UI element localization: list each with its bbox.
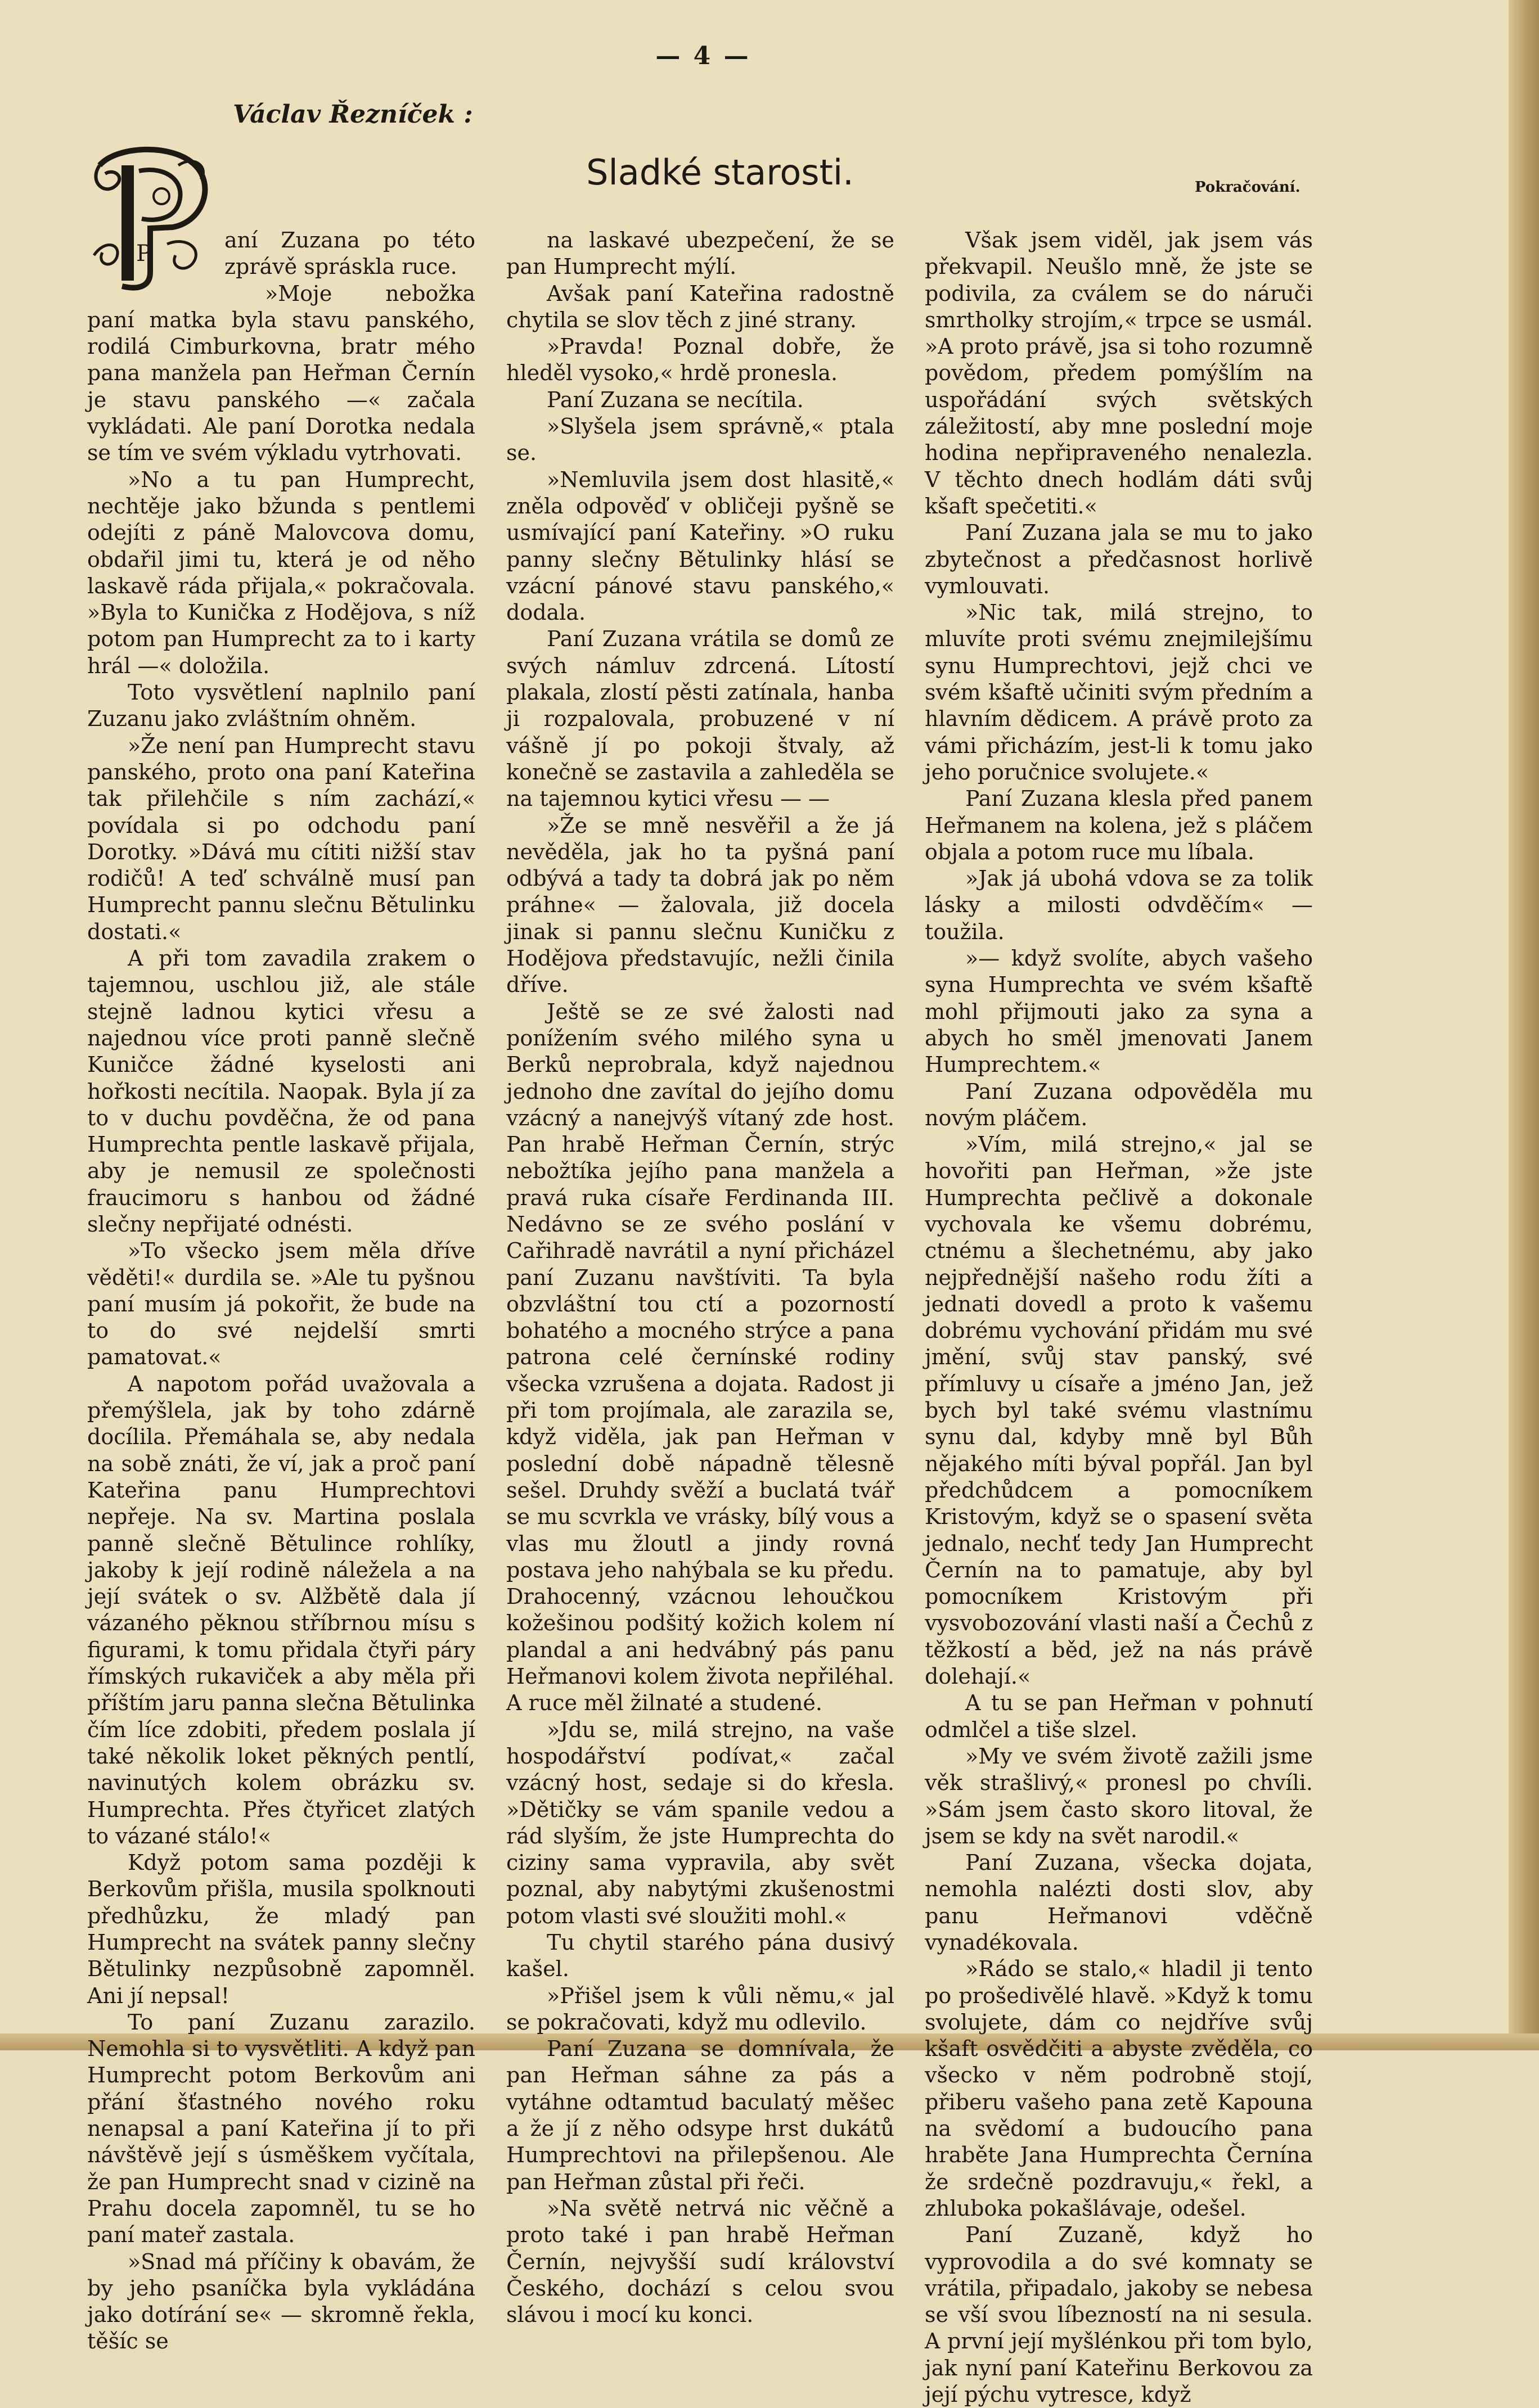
paragraph: Paní Zuzana vrátila se domů ze svých námluv zdrcená. Lítostí plakala, zlostí pěsti zatínala, hanba ji rozpalovala, probuzené v ní vášně jí po pokoji štvaly, až konečně se zastavila a zahleděla se na tajemnou kytici vřesu — —	[506, 626, 894, 811]
paragraph: »Vím, milá strejno,« jal se hovořiti pan Heřman, »že jste Humprechta pečlivě a dokonale vychovala ke všemu dobrému, ctnému a šlechetnému, aby jako nejpřednější našeho rodu žíti a jednati dovedl a proto k vašemu dobrému vychování přidám mu své jmění, svůj stav panský, své přímluvy u císaře a jméno Jan, jež bych byl také svému vlastnímu synu dal, kdyby mně byl Bůh nějakého míti býval popřál. Jan byl předchůdcem a pomocníkem Kristovým, když se o spasení světa jednalo, nechť tedy Jan Humprecht Černín na to pamatuje, aby byl pomocníkem Kristovým při vysvobozování vlasti naší a Čechů z těžkostí a běd, jež na nás právě dolehají.«	[925, 1132, 1313, 1689]
paragraph: Však jsem viděl, jak jsem vás překvapil. Neušlo mně, že jste se podivila, za cválem se do náruči smrtholky strojím,« trpce se usmál. »A proto právě, jsa si toho rozumně povědom, předem pomýšlím na uspořádání svých světských záležitostí, aby mne poslední moje hodina nepřipraveného nenalezla. V těchto dnech hodlám dáti svůj kšaft spečetiti.«	[925, 228, 1313, 518]
paragraph: Paní Zuzana odpověděla mu novým pláčem.	[925, 1079, 1313, 1130]
continued-label: Pokračování.	[1195, 179, 1300, 196]
paragraph: Paní Zuzana klesla před panem Heřmanem na kolena, jež s pláčem objala a potom ruce mu líbala.	[925, 786, 1313, 864]
ornamental-dropcap-icon	[83, 143, 218, 295]
paragraph: »Nic tak, milá strejno, to mluvíte proti svému znejmilejšímu synu Humprechtovi, jejž chci ve svém kšaftě učiniti svým předním a hlavním dědicem. A právě proto za vámi přicházím, jest-li k tomu jako jeho poručnice svolujete.«	[925, 600, 1313, 784]
paragraph: na laskavé ubezpečení, že se pan Humprecht mýlí.	[506, 228, 894, 279]
paragraph: To paní Zuzanu zarazilo. Nemohla si to vysvětliti. A když pan Humprecht potom Berkovům ani přání šťastného nového roku nenapsal a paní Kateřina jí to při návštěvě její s úsměškem vyčítala, že pan Humprecht snad v cizině na Prahu docela zapomněl, tu se ho paní mateř zastala.	[87, 2009, 475, 2248]
paragraph: »Pravda! Poznal dobře, že hleděl vysoko,« hrdě pronesla.	[506, 334, 894, 386]
author-name: Václav Řezníček :	[233, 100, 473, 129]
paragraph: Ještě se ze své žalosti nad ponížením svého milého syna u Berků neprobrala, když najednou jednoho dne zavítal do jejího domu vzácný a nanejvýš vítaný zde host. Pan hrabě Heřman Černín, strýc nebožtíka jejího pana manžela a pravá ruka císaře Ferdinanda III. Nedávno se ze svého poslání v Cařihradě navrátil a nyní přicházel paní Zuzanu navštíviti. Ta byla obzvláštní tou ctí a pozorností bohatého a mocného strýce a pana patrona celé černínské rodiny všecka vzrušena a dojata. Radost ji při tom projímala, ale zarazila se, když viděla, jak pan Heřman v poslední době nápadně tělesně sešel. Druhdy svěží a buclatá tvář se mu scvrkla ve vrásky, bílý vous a vlas mu žloutl a jindy rovná postava jeho nahýbala se ku předu. Drahocenný, vzácnou lehoučkou kožešinou podšitý kožich kolem ní plandal a ani hedvábný pás panu Heřmanovi kolem života nepřiléhal. A ruce měl žilnaté a studené.	[506, 999, 894, 1716]
paragraph: »Snad má příčiny k obavám, že by jeho psaníčka byla vykládána jako dotírání se« — skromně řekla, těšíc se	[87, 2249, 475, 2354]
dropcap-letter: P	[136, 241, 151, 267]
paragraph: Toto vysvětlení naplnilo paní Zuzanu jako zvláštním ohněm.	[87, 680, 475, 732]
paragraph: Paní Zuzana, všecka dojata, nemohla nalézti dosti slov, aby panu Heřmanovi vděčně vynadékovala.	[925, 1850, 1313, 1955]
paragraph: »Moje nebožka paní matka byla stavu panského, rodilá Cimburkovna, bratr mého pana manžela pan Heřman Černín je stavu panského —« začala vykládati. Ale paní Dorotka nedala se tím ve svém výkladu vytrhovati.	[87, 281, 475, 466]
paragraph: Avšak paní Kateřina radostně chytila se slov těch z jiné strany.	[506, 281, 894, 332]
article-title: Sladké starosti.	[586, 152, 854, 193]
page-number: — 4 —	[655, 42, 751, 70]
paragraph: »Slyšela jsem správně,« ptala se.	[506, 414, 894, 466]
paragraph: Paní Zuzana se necítila.	[547, 387, 804, 412]
paragraph: »To všecko jsem měla dříve věděti!« durdila se. »Ale tu pyšnou paní musím já pokořit, že bude na to do své nejdelší smrti pamatovat.«	[87, 1238, 475, 1370]
paragraph: Paní Zuzana se domnívala, že pan Heřman sáhne za pás a vytáhne odtamtud baculatý měšec a že jí z něho odsype hrst dukátů Humprechtovi na přilepšenou. Ale pan Heřman zůstal při řeči.	[506, 2036, 894, 2194]
paragraph: Když potom sama později k Berkovům přišla, musila spolknouti předhůzku, že mladý pan Humprecht na svátek panny slečny Bětulinky nezpůsobně zapomněl. Ani jí nepsal!	[87, 1850, 475, 2008]
paragraph: Tu chytil starého pána dusivý kašel.	[506, 1930, 894, 1982]
paragraph: »Jdu se, milá strejno, na vaše hospodářství podívat,« začal vzácný host, sedaje si do křesla. »Dětičky se vám spanile vedou a rád slyším, že jste Humprechta do ciziny sama vypravila, aby svět poznal, aby nabytými zkušenostmi potom vlasti své sloužiti mohl.«	[506, 1717, 894, 1928]
column-2-body	[506, 227, 894, 2328]
text-column-1	[87, 227, 475, 2355]
paragraph: A napotom pořád uvažovala a přemýšlela, jak by toho zdárně docílila. Přemáhala se, aby nedala na sobě znáti, že ví, jak a proč paní Kateřina panu Humprechtovi nepřeje. Na sv. Martina poslala panně slečně Bětulince rohlíky, jakoby k její rodině náležela a na její svátek o sv. Alžbětě dala jí vázaného pěknou stříbrnou mísu s figurami, k tomu přidala čtyři páry římských rukaviček a aby měla při příštím jaru panna slečna Bětulinka čím líce zdobiti, předem poslala jí také několik loket pěkných pentlí, navinutých kolem obrázku sv. Humprechta. Přes čtyřicet zlatých to vázané stálo!«	[87, 1371, 475, 1848]
text-column-3	[925, 227, 1313, 2408]
paragraph: aní Zuzana po této zprávě spráskla ruce.	[224, 228, 475, 279]
column-1-body	[87, 227, 475, 2355]
paragraph: »Na světě netrvá nic věčně a proto také i pan hrabě Heřman Černín, nejvyšší sudí království Českého, dochází s celou svou slávou i mocí ku konci.	[506, 2195, 894, 2328]
page-edge-shadow	[1509, 0, 1539, 2050]
paragraph: »Že není pan Humprecht stavu panského, proto ona paní Kateřina tak přilehčile s ním zachází,« povídala si po odchodu paní Dorotky. »Dává mu cítiti nižší stav rodičů! A teď schválně musí pan Humprecht pannu slečnu Bětulinku dostati.«	[87, 733, 475, 944]
paragraph: »Že se mně nesvěřil a že já nevěděla, jak ho ta pyšná paní odbývá a tady ta dobrá jak po něm práhne« — žalovala, již docela jinak si pannu slečnu Kuničku z Hodějova představujíc, nežli činila dříve.	[506, 813, 894, 998]
paragraph: Paní Zuzaně, když ho vyprovodila a do své komnaty se vrátila, připadalo, jakoby se nebesa se vší svou líbezností na ni sesula. A první její myšlénkou při tom bylo, jak nyní paní Kateřinu Berkovou za její pýchu vytresce, když	[925, 2222, 1313, 2407]
paragraph: »Jak já ubohá vdova se za tolik lásky a milosti odvděčím« — toužila.	[925, 866, 1313, 944]
paragraph: »No a tu pan Humprecht, nechtěje jako bžunda s pentlemi odejíti z páně Malovcova domu, obdařil jimi tu, která je od něho laskavě ráda přijala,« pokračovala. »Byla to Kunička z Hodějova, s níž potom pan Humprecht za to i karty hrál —« doložila.	[87, 467, 475, 678]
column-3-body	[925, 227, 1313, 2408]
paragraph: »Nemluvila jsem dost hlasitě,« zněla odpověď v obličeji pyšně se usmívající paní Kateřiny. »O ruku panny slečny Bětulinky hlásí se vzácní pánové stavu panského,« dodala.	[506, 467, 894, 625]
paragraph: »My ve svém životě zažili jsme věk strašlivý,« pronesl po chvíli. »Sám jsem často skoro litoval, že jsem se kdy na svět narodil.«	[925, 1743, 1313, 1848]
paragraph: Paní Zuzana jala se mu to jako zbytečnost a předčasnost horlivě vymlouvati.	[925, 520, 1313, 598]
paragraph: A tu se pan Heřman v pohnutí odmlčel a tiše slzel.	[925, 1690, 1313, 1742]
paragraph: »— když svolíte, abych vašeho syna Humprechta ve svém kšaftě mohl přijmouti jako za syna a abych ho směl jmenovati Janem Humprechtem.«	[925, 946, 1313, 1077]
paragraph: »Přišel jsem k vůli němu,« jal se pokračovati, když mu odlevilo.	[506, 1983, 894, 2035]
paragraph: »Rádo se stalo,« hladil ji tento po prošedivělé hlavě. »Když k tomu svolujete, dám co nejdříve svůj kšaft osvědčiti a abyste zvěděla, co všecko v něm podrobně stojí, přiberu vašeho pana zetě Kapouna na svědomí a budoucího pana hraběte Jana Humprechta Černína že srdečně pozdravuju,« řekl, a zhluboka pokašlávaje, odešel.	[925, 1956, 1313, 2221]
paragraph: A při tom zavadila zrakem o tajemnou, uschlou již, ale stále stejně ladnou kytici vřesu a najednou více proti panně slečně Kuničce žádné kyselosti ani hořkosti necítila. Naopak. Byla jí za to v duchu povděčna, že od pana Humprechta pentle laskavě přijala, aby je nemusil ze společnosti fraucimoru s hanbou od žádné slečny nepřijaté odnésti.	[87, 946, 475, 1237]
text-column-2	[506, 227, 894, 2328]
